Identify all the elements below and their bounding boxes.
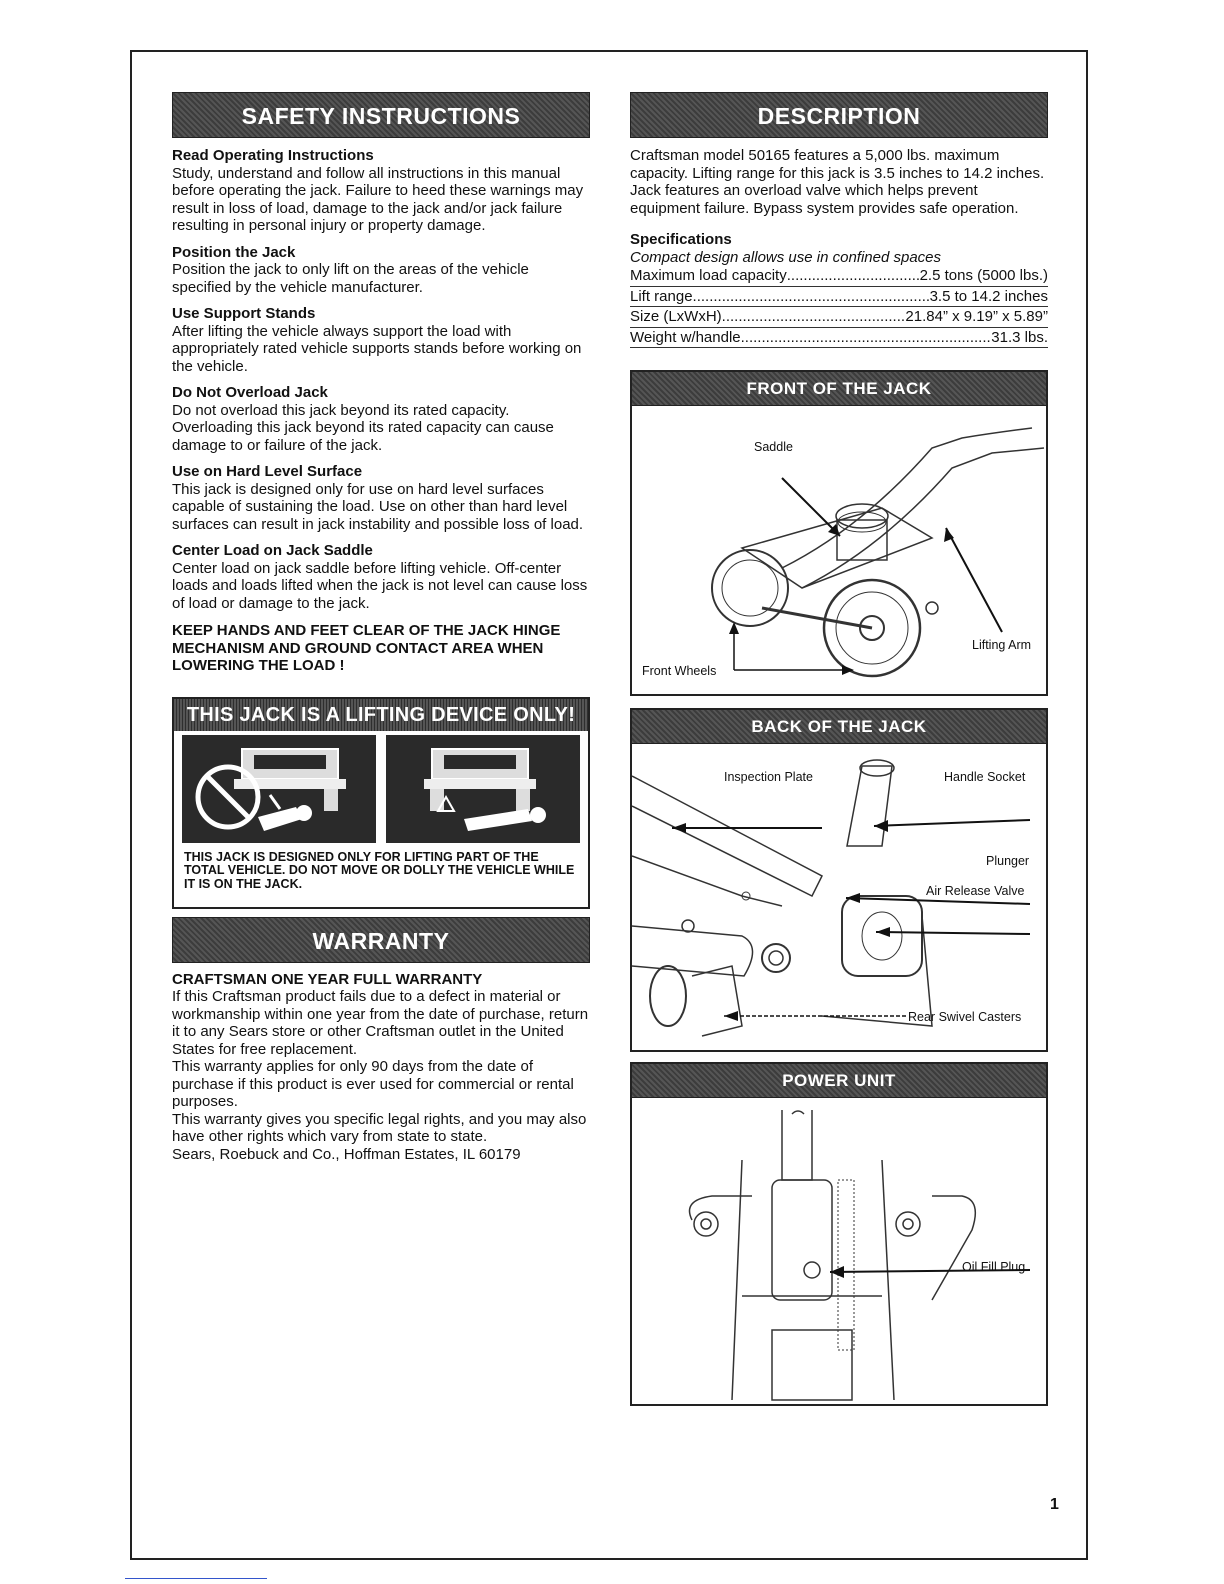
correct-use-illustration xyxy=(386,735,580,843)
spec-row xyxy=(630,328,1048,349)
lifting-device-text: THIS JACK IS DESIGNED ONLY FOR LIFTING PART OF THE TOTAL VEHICLE. DO NOT MOVE OR DOLLY THE VEHICLE WHILE IT IS ON THE JACK. xyxy=(184,849,575,891)
lifting-device-title: THIS JACK IS A LIFTING DEVICE ONLY! xyxy=(174,699,588,731)
lifting-device-box xyxy=(172,697,590,909)
safety-section xyxy=(172,384,590,454)
safety-banner: SAFETY INSTRUCTIONS xyxy=(172,92,590,138)
footer-rule xyxy=(125,1578,267,1579)
safety-section xyxy=(172,305,590,375)
spec-value: 31.3 lbs. xyxy=(991,328,1048,346)
front-of-jack-title: FRONT OF THE JACK xyxy=(632,372,1046,406)
spec-label: Maximum load capacity xyxy=(630,267,787,284)
lifting-arm-label: Lifting Arm xyxy=(972,638,1032,652)
spec-label: Size (LxWxH) xyxy=(630,308,722,325)
specifications-subtitle: Compact design allows use in confined spaces xyxy=(630,248,942,266)
spec-label: Weight w/handle xyxy=(630,328,741,346)
power-unit-figure xyxy=(630,1062,1048,1406)
warranty-paragraph: If this Craftsman product fails due to a defect in material or workmanship within one year from the date of purchase, return it to any Sears store or other Craftsman outlet in the United States for free replacement. xyxy=(172,988,589,1058)
section-heading: Use Support Stands xyxy=(172,305,316,322)
spec-value: 2.5 tons (5000 lbs.) xyxy=(919,267,1048,284)
warranty-banner: WARRANTY xyxy=(172,917,590,963)
section-heading: Use on Hard Level Surface xyxy=(172,463,363,480)
warranty-paragraph: This warranty applies for only 90 days from the date of purchase if this product is ever used for commercial or rental purposes. xyxy=(172,1058,574,1110)
back-of-jack-title: BACK OF THE JACK xyxy=(632,710,1046,744)
specifications-heading: Specifications xyxy=(630,231,732,248)
section-heading: Do Not Overload Jack xyxy=(172,384,328,401)
spec-row xyxy=(630,287,1048,308)
handle-socket-label: Handle Socket xyxy=(944,770,1026,784)
description-text: Craftsman model 50165 features a 5,000 lbs. maximum capacity. Lifting range for this jack is 3.5 inches to 14.2 inches. Jack features an overload valve which helps prevent equipment failure. Bypass system provides safe operation. xyxy=(630,147,1045,217)
section-heading: Position the Jack xyxy=(172,243,296,261)
section-text: Center load on jack saddle before lifting vehicle. Off-center loads and loads lifted when the jack is not level can cause loss of load or damage to the jack. xyxy=(172,559,588,612)
right-column xyxy=(630,92,1048,1406)
safety-section xyxy=(172,147,590,235)
power-unit-drawing xyxy=(632,1100,1046,1402)
hands-feet-warning: KEEP HANDS AND FEET CLEAR OF THE JACK HINGE MECHANISM AND GROUND CONTACT AREA WHEN LOWERING THE LOAD ! xyxy=(172,622,561,674)
warranty-heading: CRAFTSMAN ONE YEAR FULL WARRANTY xyxy=(172,970,483,988)
section-text: Do not overload this jack beyond its rated capacity. Overloading this jack beyond its rated capacity can cause damage to or failure of the jack. xyxy=(172,401,554,454)
warranty-paragraph: This warranty gives you specific legal rights, and you may also have other rights which vary from state to state. xyxy=(172,1110,587,1145)
front-wheels-label: Front Wheels xyxy=(642,664,717,678)
spec-value: 3.5 to 14.2 inches xyxy=(929,287,1048,305)
left-column xyxy=(172,92,590,1163)
spec-row xyxy=(630,307,1048,328)
warranty-paragraph: Sears, Roebuck and Co., Hoffman Estates, IL 60179 xyxy=(172,1145,521,1163)
section-text: After lifting the vehicle always support the load with appropriately rated vehicle supports stands before working on the vehicle. xyxy=(172,322,582,375)
saddle-label: Saddle xyxy=(754,440,793,454)
safety-section xyxy=(172,244,590,297)
rear-swivel-casters-label: Rear Swivel Casters xyxy=(908,1010,1022,1024)
prohibited-illustration xyxy=(182,735,376,843)
section-text: Study, understand and follow all instructions in this manual before operating the jack. Failure to heed these warnings may result in loss of load, damage to the jack and/or jack failure resulting in personal injury or property damage. xyxy=(172,164,584,234)
inspection-plate-label: Inspection Plate xyxy=(724,770,813,784)
section-text: This jack is designed only for use on hard level surfaces capable of sustaining the load. Use on other than hard level surfaces can result in jack instability and possible loss of load. xyxy=(172,480,584,533)
oil-fill-plug-label: Oil Fill Plug xyxy=(962,1260,1026,1274)
safety-section xyxy=(172,542,590,612)
air-release-valve-label: Air Release Valve xyxy=(926,884,1025,898)
spec-value: 21.84” x 9.19” x 5.89” xyxy=(905,308,1048,325)
plunger-label: Plunger xyxy=(986,854,1030,868)
description-banner: DESCRIPTION xyxy=(630,92,1048,138)
page-number: 1 xyxy=(1050,1496,1059,1513)
front-of-jack-figure xyxy=(630,370,1048,696)
spec-label: Lift range xyxy=(630,287,693,305)
section-heading: Read Operating Instructions xyxy=(172,147,374,164)
section-text: Position the jack to only lift on the areas of the vehicle specified by the vehicle manufacturer. xyxy=(172,261,529,296)
safety-section xyxy=(172,463,590,533)
power-unit-title: POWER UNIT xyxy=(632,1064,1046,1098)
back-of-jack-figure xyxy=(630,708,1048,1052)
section-heading: Center Load on Jack Saddle xyxy=(172,542,373,559)
spec-row xyxy=(630,266,1048,287)
